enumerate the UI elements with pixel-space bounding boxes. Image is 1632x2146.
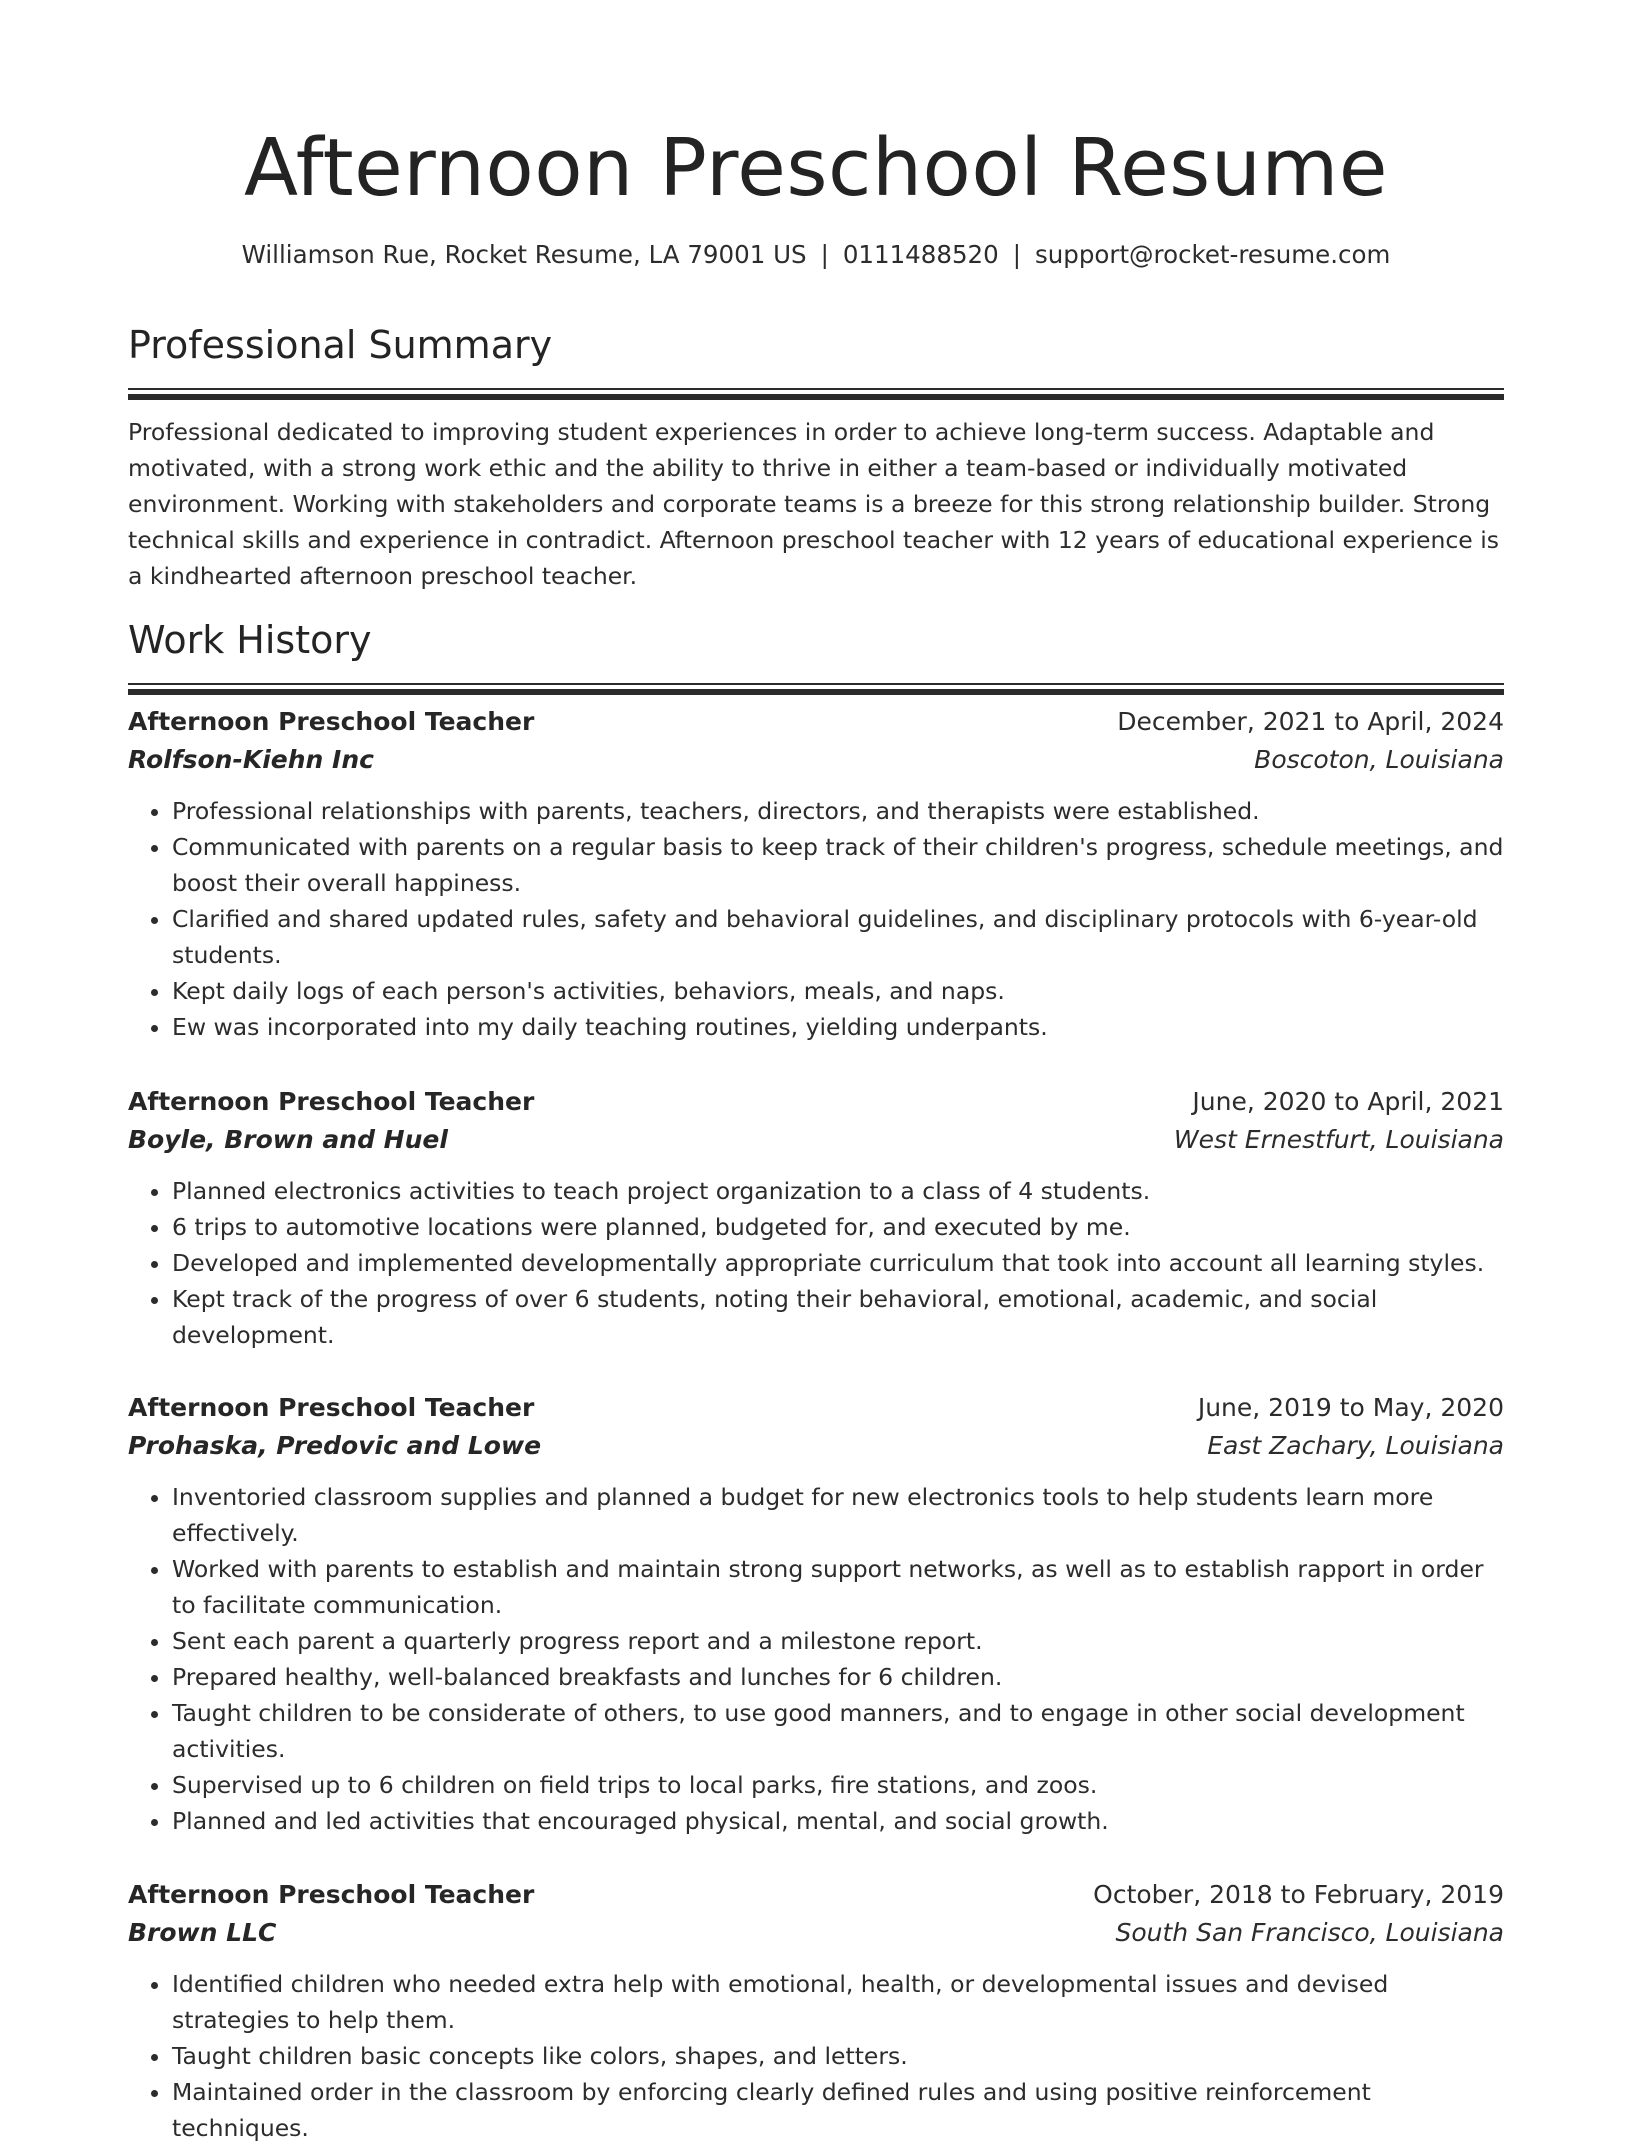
job-bullets (128, 1173, 1504, 1353)
job-title: Afternoon Preschool Teacher (128, 1087, 535, 1116)
job-title: Afternoon Preschool Teacher (128, 707, 535, 736)
job-bullet: • 6 trips to automotive locations were planned, budgeted for, and executed by me. (172, 1209, 1504, 1245)
job-location: East Zachary, Louisiana (1207, 1431, 1504, 1460)
job-dates: October, 2018 to February, 2019 (1093, 1880, 1504, 1909)
job-bullet: • Kept daily logs of each person's activities, behaviors, meals, and naps. (172, 973, 1504, 1009)
contact-address: Williamson Rue, Rocket Resume, LA 79001 US (241, 240, 807, 269)
job-location: South San Francisco, Louisiana (1115, 1918, 1504, 1947)
job-bullet: • Maintained order in the classroom by enforcing clearly defined rules and using positive reinforcement techniques. (172, 2074, 1504, 2146)
job-bullet: • Clarified and shared updated rules, safety and behavioral guidelines, and disciplinary protocols with 6-year-old students. (172, 901, 1504, 973)
job-bullet: • Identified children who needed extra help with emotional, health, or developmental issues and devised strategies to help them. (172, 1966, 1504, 2038)
job-bullets (128, 793, 1504, 1045)
contact-separator: | (820, 240, 829, 269)
job-header-row (128, 1876, 1504, 1914)
contact-email[interactable]: support@rocket-resume.com (1034, 240, 1391, 269)
job-bullet: • Sent each parent a quarterly progress report and a milestone report. (172, 1623, 1504, 1659)
job-company-row (128, 1914, 1504, 1952)
contact-phone: 0111488520 (842, 240, 999, 269)
job-header-row (128, 703, 1504, 741)
resume-title: Afternoon Preschool Resume (244, 122, 1388, 214)
job-bullet: • Taught children to be considerate of others, to use good manners, and to engage in other social development activities. (172, 1695, 1504, 1767)
work-history-section (128, 615, 1504, 695)
job-entry (128, 1083, 1504, 1353)
job-bullet: • Planned electronics activities to teach project organization to a class of 4 students. (172, 1173, 1504, 1209)
job-entry (128, 1389, 1504, 1839)
job-company: Brown LLC (128, 1918, 277, 1947)
job-dates: June, 2020 to April, 2021 (1192, 1087, 1504, 1116)
section-heading: Work History (128, 618, 372, 662)
professional-summary-section (128, 320, 1504, 594)
job-bullet: • Communicated with parents on a regular basis to keep track of their children's progress, schedule meetings, and boost their overall happiness. (172, 829, 1504, 901)
job-header-row (128, 1083, 1504, 1121)
job-entry (128, 703, 1504, 1045)
job-header-row (128, 1389, 1504, 1427)
job-bullet: • Inventoried classroom supplies and planned a budget for new electronics tools to help students learn more effectively. (172, 1479, 1504, 1551)
contact-separator: | (1012, 240, 1021, 269)
job-bullet: • Ew was incorporated into my daily teaching routines, yielding underpants. (172, 1009, 1504, 1045)
job-company: Rolfson-Kiehn Inc (128, 745, 374, 774)
job-company-row (128, 1121, 1504, 1159)
section-divider (128, 388, 1504, 390)
job-dates: December, 2021 to April, 2024 (1117, 707, 1504, 736)
job-company-row (128, 1427, 1504, 1465)
summary-text: Professional dedicated to improving student experiences in order to achieve long-term success. Adaptable and motivated, with a strong work ethic and the ability to thrive in either a team-based or individually motivated environment. Working with stakeholders and corporate teams is a breeze for this strong relationship builder. Strong technical skills and experience in contradict. Afternoon preschool teacher with 12 years of educational experience is a kindhearted afternoon preschool teacher. (128, 418, 1499, 590)
job-bullet: • Professional relationships with parents, teachers, directors, and therapists were established. (172, 793, 1504, 829)
job-entry (128, 1876, 1504, 2146)
section-heading: Professional Summary (128, 323, 553, 367)
job-bullet: • Kept track of the progress of over 6 students, noting their behavioral, emotional, academic, and social development. (172, 1281, 1504, 1353)
section-divider-thick (128, 394, 1504, 400)
job-bullets (128, 1966, 1504, 2146)
job-company: Prohaska, Predovic and Lowe (128, 1431, 542, 1460)
job-dates: June, 2019 to May, 2020 (1197, 1393, 1504, 1422)
section-divider-thick (128, 689, 1504, 695)
job-location: West Ernestfurt, Louisiana (1173, 1125, 1504, 1154)
job-company-row (128, 741, 1504, 779)
job-title: Afternoon Preschool Teacher (128, 1393, 535, 1422)
job-bullet: • Planned and led activities that encouraged physical, mental, and social growth. (172, 1803, 1504, 1839)
job-bullet: • Prepared healthy, well-balanced breakfasts and lunches for 6 children. (172, 1659, 1504, 1695)
job-company: Boyle, Brown and Huel (128, 1125, 448, 1154)
contact-line (128, 238, 1504, 272)
job-bullet: • Taught children basic concepts like colors, shapes, and letters. (172, 2038, 1504, 2074)
job-bullet: • Worked with parents to establish and maintain strong support networks, as well as to establish rapport in order to facilitate communication. (172, 1551, 1504, 1623)
job-location: Boscoton, Louisiana (1254, 745, 1504, 774)
job-bullet: • Supervised up to 6 children on field trips to local parks, fire stations, and zoos. (172, 1767, 1504, 1803)
section-divider (128, 683, 1504, 685)
job-bullets (128, 1479, 1504, 1839)
job-title: Afternoon Preschool Teacher (128, 1880, 535, 1909)
job-bullet: • Developed and implemented developmentally appropriate curriculum that took into account all learning styles. (172, 1245, 1504, 1281)
